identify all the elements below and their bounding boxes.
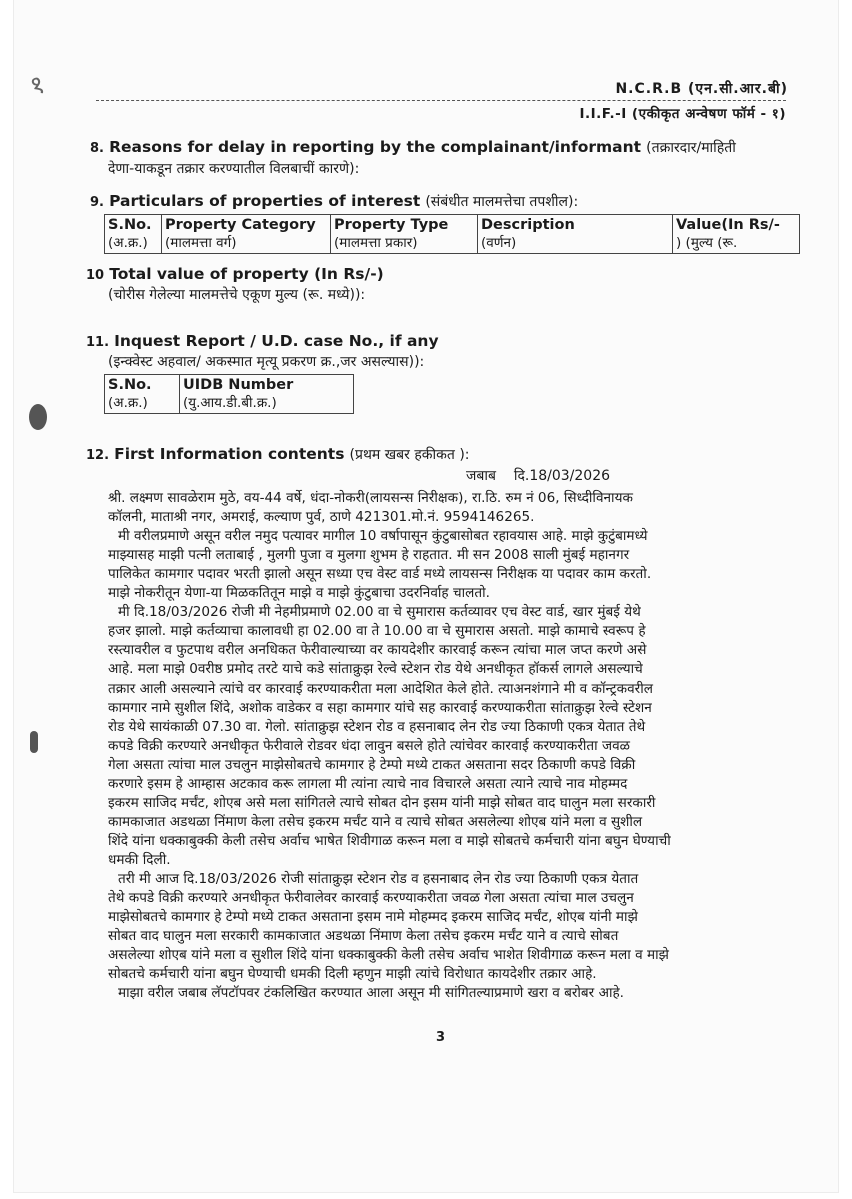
table-header-cell: Property Type (मालमत्ता प्रकार) [331, 215, 478, 254]
section-title-en: First Information contents [114, 445, 345, 463]
section-11-heading [86, 331, 439, 350]
statement-line: मी वरीलप्रमाणे असून वरील नमुद पत्यावर मागील 10 वर्षापासून कुंटुबासोबत रहावयास आहे. माझे कुटुंबामध्ये [118, 528, 648, 545]
section-11-heading-mr: (इन्क्वेस्ट अहवाल/ अकस्मात मृत्यू प्रकरण क्र.,जर असल्यास)): [108, 354, 425, 370]
statement-line: सोबत वाद घालुन मला सरकारी कामकाजात अडथळा निंमाण केला तसेच इकरम मर्चंट याने व त्याचे सोबत [108, 928, 619, 945]
statement-line: गेला असता त्यांचा माल उचलुन माझेसोबतचे कामगार हे टेम्पो मध्ये टाकत असताना सदर ठिकाणी कपडे विक्री [108, 756, 636, 773]
page-number: 3 [436, 1030, 446, 1045]
table-header-cell: Property Category (मालमत्ता वर्ग) [162, 215, 331, 254]
section-title-mr: (संबंधीत मालमत्तेचा तपशील): [425, 194, 579, 210]
section-title-en: Inquest Report / U.D. case No., if any [114, 332, 439, 350]
statement-line: शिंदे यांना धक्काबुक्की केली तसेच अर्वाच भाषेत शिवीगाळ करून मला व माझे सोबतचे कर्मचारी यांना बघुन घेण्याची [108, 832, 671, 849]
section-title-mr: (तक्रारदार/माहिती [646, 140, 736, 156]
table-header-cell: Description (वर्णन) [478, 215, 673, 254]
statement-line: रस्त्यावरील व फुटपाथ वरील अनधिकत फेरीवाल्याच्या वर कायदेशीर कारवाई करून त्यांचा माल जप्त करणे असे [108, 642, 647, 659]
statement-date: दि.18/03/2026 [513, 468, 611, 484]
statement-date-line [466, 466, 610, 485]
section-title-en: Reasons for delay in reporting by the complainant/informant [109, 138, 642, 156]
section-number: 11. [86, 335, 110, 350]
statement-line: कामकाजात अडथळा निंमाण केला तसेच इकरम मर्चंट याने व त्याचे सोबत असलेल्या शोएब यांने मला व सुशील [108, 813, 643, 830]
statement-line: माझे नोकरीतून येणा-या मिळकतितून माझे व माझे कुंटुबाचा उदरनिर्वाह चालतो. [108, 585, 490, 602]
statement-line: मी दि.18/03/2026 रोजी मी नेहमीप्रमाणे 02.00 वा चे सुमारास कर्तव्यावर एच वेस्ट वार्ड, खार मुंबई येथे [118, 604, 641, 621]
statement-line: माझेसोबतचे कामगार हे टेम्पो मध्ये टाकत असताना इसम नामे मोहम्मद इकरम साजिद मर्चंट, शोएब यांनी माझे [108, 909, 638, 926]
punch-hole-bottom [30, 731, 38, 753]
jabab-label: जबाब [466, 468, 497, 484]
table-header-row [105, 215, 800, 254]
section-number: 8. [90, 141, 104, 156]
statement-line: कपडे विक्री करण्यारे अनधीकृत फेरीवाले रोडवर धंदा लावुन बसले होते त्यांचेवर कारवाई करण्याकरीता जवळ [108, 737, 630, 754]
iif-header: I.I.F.-I (एकीकृत अन्वेषण फॉर्म - १) [579, 106, 786, 122]
statement-line: धमकी दिली. [108, 851, 171, 868]
statement-line: सोबतचे कर्मचारी यांना बघुन घेण्याची धमकी दिली म्हणुन माझी त्यांचे विरोधात कायदेशीर तक्रार आहे. [108, 966, 597, 983]
statement-line: श्री. लक्ष्मण सावळेराम मुठे, वय-44 वर्षे, धंदा-नोकरी(लायसन्स निरीक्षक), रा.ठि. रुम नं 06, सिध्दीविनायक [108, 490, 633, 506]
corner-mark: १ [25, 69, 49, 103]
statement-line: माझा वरील जबाब लॅपटॉपवर टंकलिखित करण्यात आला असून मी सांगितल्याप्रमाणे खरा व बरोबर आहे. [118, 985, 625, 1002]
statement-line: माझ्यासह माझी पत्नी लताबाई , मुलगी पुजा व मुलगा शुभम हे राहतात. मी सन 2008 साली मुंबई महानगर [108, 547, 630, 564]
statement-line: तरी मी आज दि.18/03/2026 रोजी सांताक्रुझ स्टेशन रोड व हसनाबाद लेन रोड ज्या ठिकाणी एकत्र येतात [118, 871, 639, 887]
section-9-heading [90, 191, 578, 211]
section-number: 12. [86, 448, 110, 463]
table-header-cell: UIDB Number (यु.आय.डी.बी.क्र.) [180, 375, 354, 414]
statement-line: रोड येथे सायंकाळी 07.30 वा. गेलो. सांताक्रुझ स्टेशन रोड व हसनाबाद लेन रोड ज्या ठिकाणी एकत्र येतात तेथे [108, 718, 646, 735]
statement-line: तेथे कपडे विक्री करण्यारे अनधीकृत फेरीवालेवर कारवाई करण्याकरीता जवळ गेला असता त्यांचा माल उचलुन [108, 890, 634, 907]
table-header-cell: S.No. (अ.क्र.) [105, 375, 180, 414]
statement-line: आहे. मला माझे 0वरीष्ठ प्रमोद तरटे याचे कडे सांताक्रुझ रेल्वे स्टेशन रोड येथे अनधीकृत हॉकर्स लागले असल्याचे [108, 661, 643, 678]
section-12-heading [86, 444, 470, 464]
statement-line: तक्रार आली असल्याने त्यांचे वर कारवाई करण्याकरीता मला आदेशित केले होते. त्याअनशंगाने मी व कॉन्ट्रकवरील [108, 680, 653, 697]
section-8-heading-cont: देणा-याकडून तक्रार करण्यातील विलबाचीं कारणे): [108, 161, 360, 177]
statement-line: करणारे इसम हे आम्हास अटकाव करू लागला मी त्यांना त्याचे नाव विचारले असता त्याने त्याचे नाव मोहम्मद [108, 775, 628, 792]
table-header-cell: S.No. (अ.क्र.) [105, 215, 162, 254]
statement-line: पालिकेत कामगार पदावर भरती झालो असून सध्या एच वेस्ट वार्ड मध्ये लायसन्स निरीक्षक या पदावर काम करतो. [108, 566, 652, 583]
ncrb-header: N.C.R.B (एन.सी.आर.बी) [615, 81, 788, 97]
section-8-heading [90, 137, 736, 157]
table-header-cell: Value(In Rs/- ) (मुल्य (रू. [673, 215, 800, 254]
punch-hole-top [29, 404, 47, 430]
inquest-table [104, 374, 354, 414]
section-10-heading [86, 264, 384, 283]
table-header-row [105, 375, 354, 414]
header-rule [96, 100, 786, 101]
property-table [104, 214, 800, 254]
section-title-en: Particulars of properties of interest [109, 192, 421, 210]
statement-line: कामगार नामे सुशील शिंदे, अशोक वाडेकर व सहा कामगार यांचे सह कारवाई करण्याकरीता सांताक्रुझ रेल्वे स्टेशन [108, 699, 652, 716]
section-number: 10 [86, 268, 105, 283]
section-title-mr: (प्रथम खबर हकीकत ): [349, 447, 470, 463]
statement-line: असलेल्या शोएब यांने मला व सुशील शिंदे यांना धक्काबुक्की केली तसेच अर्वाच भाशेत शिवीगाळ करून मला व माझे [108, 947, 669, 964]
statement-line: कॉलनी, माताश्री नगर, अमराई, कल्याण पुर्व, ठाणे 421301.मो.नं. 9594146265. [108, 509, 535, 526]
statement-line: इकरम साजिद मर्चंट, शोएब असे मला सांगितले त्याचे सोबत दोन इसम यांनी माझे सोबत वाद घालुन मला सरकारी [108, 794, 656, 811]
section-10-heading-mr: (चोरीस गेलेल्या मालमत्तेचे एकूण मुल्य (रू. मध्ये)): [108, 287, 366, 303]
statement-line: हजर झालो. माझे कर्तव्याचा कालावधी हा 02.00 वा ते 10.00 वा चे सुमारास असतो. माझे कामाचे स्वरूप हे [108, 623, 646, 640]
section-number: 9. [90, 195, 104, 210]
section-title-en: Total value of property (In Rs/-) [109, 265, 384, 283]
